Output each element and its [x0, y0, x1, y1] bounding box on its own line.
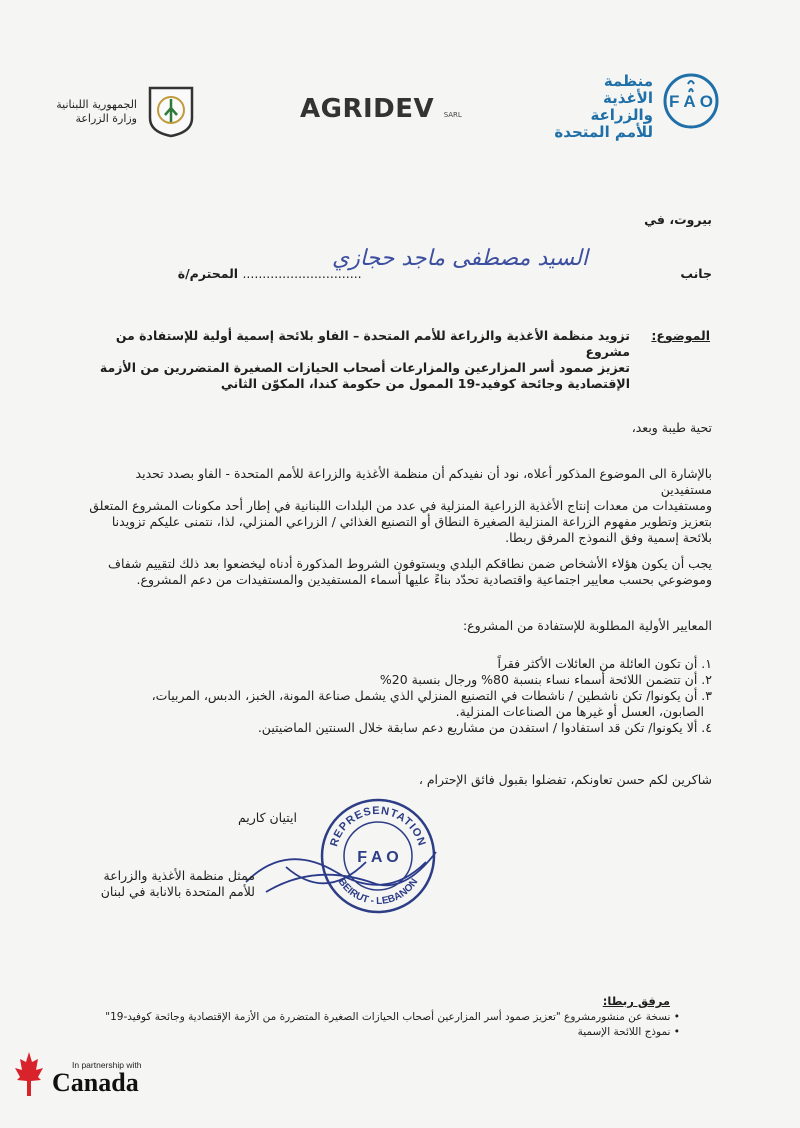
- criteria-item: ٣. أن يكونوا/ تكن ناشطين / ناشطات في التصنيع المنزلي الذي يشمل صناعة المونة، الخبز، الدبس، المربيات،: [151, 688, 712, 703]
- paragraph-line: وموضوعي بحسب معايير اجتماعية واقتصادية تحدّد بناءً عليها أسماء المستفيدين والمستفيدات من دعم المشروع.: [136, 572, 712, 587]
- attachment-text: نموذج اللائحة الإسمية: [577, 1026, 671, 1038]
- criteria-list: [62, 656, 712, 736]
- attachments-list: [40, 1010, 680, 1040]
- paragraph-line: يجب أن يكون هؤلاء الأشخاص ضمن نطاقكم البلدي ويستوفون الشروط المذكورة أدناه ليخضعوا بعد ذلك لتقييم شفاف: [108, 556, 712, 571]
- paragraph-line: بلائحة إسمية وفق النموذج المرفق ربطا.: [505, 530, 712, 545]
- canada-wordmark: Canada: [52, 1068, 139, 1097]
- signatory-title-line: ممثل منظمة الأغذية والزراعة: [103, 868, 255, 883]
- stamp-top-text: REPRESENTATION: [328, 804, 428, 849]
- partnership-text: In partnership with: [72, 1060, 142, 1070]
- greeting: تحية طيبة وبعد،: [631, 420, 712, 435]
- subject-text: [70, 328, 630, 392]
- attachment-item: • نسخة عن منشورمشروع "تعزيز صمود أسر المزارعين أصحاب الحيازات الصغيرة المتضررة من الأزمة الإقتصادية وجائحة كوفيد-19": [105, 1011, 680, 1023]
- recipient-dots: ..............................: [242, 266, 362, 281]
- fao-logo-icon: [662, 72, 720, 130]
- paragraph-line: بتعزيز وتطوير مفهوم الزراعة المنزلية الصغيرة النطاق أو التصنيع الغذائي / الزراعي المنزلي، لذا، نتمنى عليكم تزويدنا: [111, 514, 712, 529]
- agridev-sarl: SARL: [443, 111, 462, 119]
- recipient-handwritten: السيد مصطفى ماجد حجازي: [332, 246, 588, 271]
- attachments-label: مرفق ربطا:: [602, 994, 670, 1008]
- signature-icon: [226, 832, 456, 912]
- agridev-logo-text: AGRIDEV: [300, 94, 435, 124]
- paragraph-2: [82, 556, 712, 588]
- ministry-seal-icon: [146, 82, 196, 138]
- subject-label: الموضوع:: [651, 328, 710, 343]
- fao-name-line: للأمم المتحدة: [554, 123, 653, 141]
- signatory-title-line: للأمم المتحدة بالانابة في لبنان: [100, 884, 255, 899]
- attachment-item: • نموذج اللائحة الإسمية: [577, 1026, 680, 1038]
- subject-line: الإقتصادية وجائحة كوفيد-19 الممول من حكومة كندا، المكوّن الثاني: [220, 376, 630, 391]
- svg-text:F A O: F A O: [357, 849, 399, 866]
- stamp-bottom-text: BEIRUT - LEBANON: [335, 876, 421, 908]
- paragraph-1: [82, 466, 712, 546]
- lebanon-ministry-name: [40, 98, 137, 126]
- recipient-prefix: جانب: [680, 266, 712, 281]
- fao-name-line: منظمة: [603, 72, 653, 90]
- recipient-suffix: المحترم/ة: [177, 266, 239, 281]
- signatory-title: [15, 868, 255, 900]
- lebanon-line: الجمهورية اللبنانية: [56, 98, 137, 111]
- fao-name: [545, 73, 653, 141]
- lebanon-line: وزارة الزراعة: [75, 112, 137, 125]
- criteria-item: الصابون، العسل أو غيرها من الصناعات المنزلية.: [455, 704, 704, 719]
- paragraph-line: ومستفيدات من معدات إنتاج الأغذية الزراعية المنزلية في عدد من البلدات اللبنانية في إطار أحد مكونات المشروع المتعلق: [89, 498, 712, 513]
- paragraph-line: بالإشارة الى الموضوع المذكور أعلاه، نود أن نفيدكم أن منظمة الأغذية والزراعة للأمم المتحدة - الفاو بصدد تحديد مستفيدين: [135, 466, 712, 497]
- criteria-item: ١. أن تكون العائلة من العائلات الأكثر فقراً: [497, 656, 712, 671]
- criteria-item: ٢. أن تتضمن اللائحة أسماء نساء بنسبة 80% ورجال بنسبة 20%: [379, 672, 712, 687]
- svg-text:F A O: F A O: [668, 92, 714, 111]
- agridev-logo: [300, 94, 462, 124]
- closing: شاكرين لكم حسن تعاونكم، تفضلوا بقبول فائق الإحترام ،: [418, 772, 712, 787]
- criteria-item: ٤. ألا يكونوا/ تكن قد استفادوا / استفدن من مشاريع دعم سابقة خلال السنتين الماضيتين.: [257, 720, 712, 735]
- criteria-title: المعايير الأولية المطلوبة للإستفادة من المشروع:: [462, 618, 712, 633]
- attachment-text: نسخة عن منشورمشروع "تعزيز صمود أسر المزارعين أصحاب الحيازات الصغيرة المتضررة من الأزمة الإقتصادية وجائحة كوفيد-19": [105, 1011, 671, 1023]
- maple-leaf-icon: [14, 1050, 44, 1100]
- signatory-name: ايتيان كاريم: [237, 810, 297, 825]
- subject-line: تزويد منظمة الأغذية والزراعة للأمم المتحدة – الفاو بلائحة إسمية أولية للإستفادة من مشروع: [115, 328, 630, 359]
- place-date: بيروت، في: [644, 212, 712, 227]
- fao-name-line: الأغذية والزراعة: [590, 89, 653, 124]
- subject-line: تعزيز صمود أسر المزارعين والمزارعات أصحاب الحيازات الصغيرة المتضررين من الأزمة: [99, 360, 630, 375]
